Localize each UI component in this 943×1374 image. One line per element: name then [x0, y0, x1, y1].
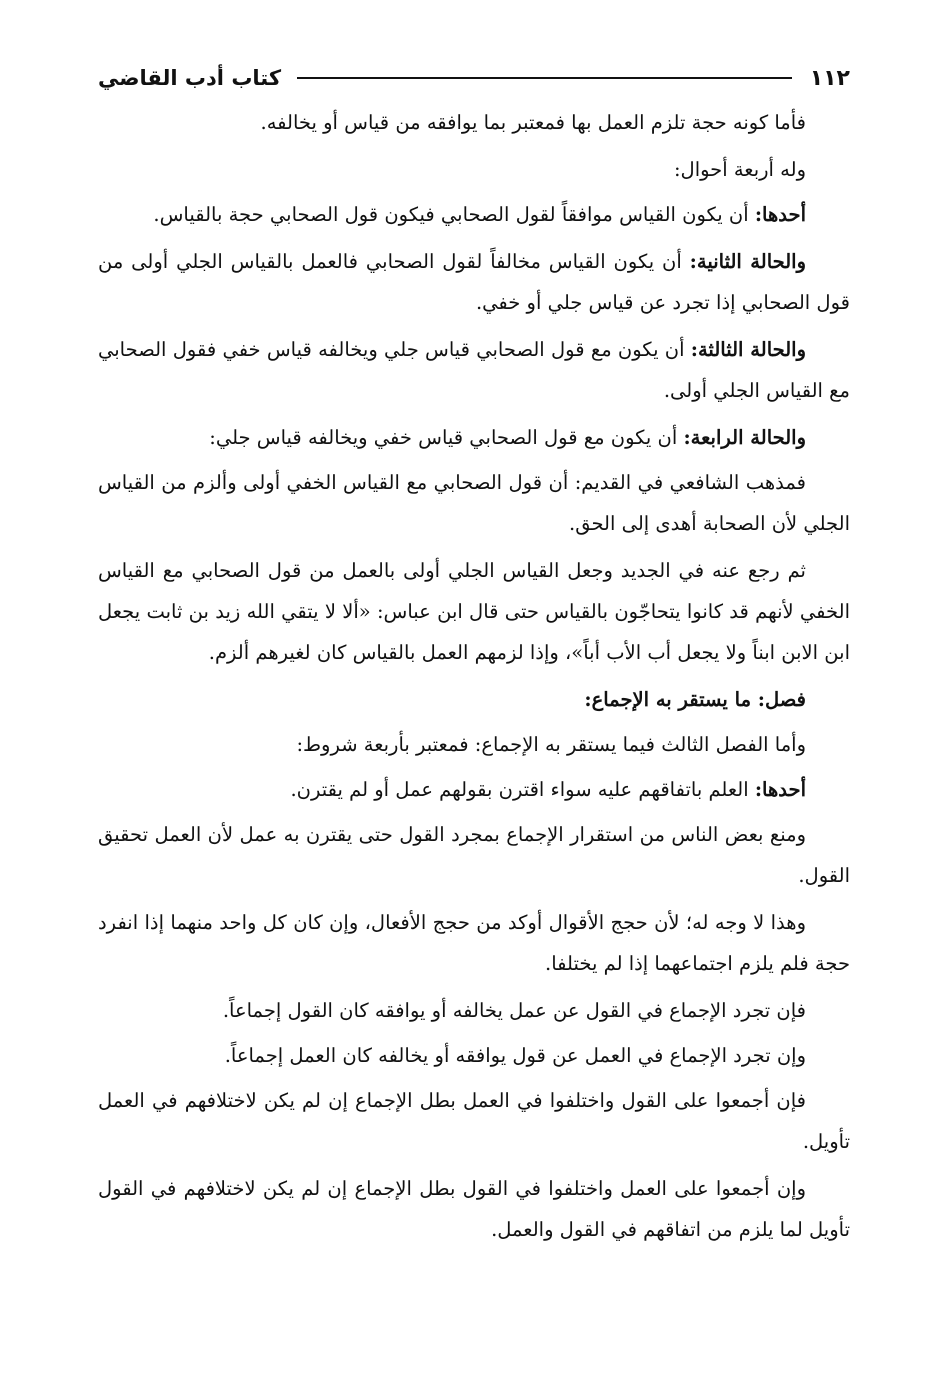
paragraph-text: ثم رجع عنه في الجديد وجعل القياس الجلي أولى بالعمل من قول الصحابي مع القياس الخفي لأنهم قد كانوا يتحاجّون بالقياس حتى قال ابن عباس: «ألا لا يتقي الله زيد بن ثابت يجعل ابن الابن ابناً ولا يجعل أب الأب أباً»، وإذا لزمهم العمل بالقياس كان لغيرهم ألزم. [98, 559, 850, 664]
paragraph [98, 769, 850, 810]
paragraph-text: فإن تجرد الإجماع في القول عن عمل يخالفه أو يوافقه كان القول إجماعاً. [222, 999, 806, 1022]
paragraph-text: فأما كونه حجة تلزم العمل بها فمعتبر بما يوافقه من قياس أو يخالفه. [260, 111, 806, 134]
book-title: كتاب أدب القاضي [98, 66, 282, 90]
paragraph [98, 550, 850, 673]
paragraph-text: العلم باتفاقهم عليه سواء اقترن بقولهم عمل أو لم يقترن. [290, 778, 755, 801]
paragraph [98, 102, 850, 143]
paragraph-text: أن يكون القياس موافقاً لقول الصحابي فيكون قول الصحابي حجة بالقياس. [153, 203, 755, 226]
paragraph [98, 902, 850, 984]
paragraph-text: وإن تجرد الإجماع في العمل عن قول يوافقه أو يخالفه كان العمل إجماعاً. [224, 1044, 806, 1067]
paragraph [98, 149, 850, 190]
paragraph-text: أن يكون مع قول الصحابي قياس جلي ويخالفه قياس خفي فقول الصحابي مع القياس الجلي أولى. [98, 338, 850, 402]
paragraph-text: فإن أجمعوا على القول واختلفوا في العمل بطل الإجماع إن لم يكن لاختلافهم في العمل تأويل. [98, 1089, 850, 1153]
section-heading [98, 679, 850, 720]
paragraph-text: أن يكون القياس مخالفاً لقول الصحابي فالعمل بالقياس الجلي أولى من قول الصحابي إذا تجرد عن قياس جلي أو خفي. [98, 250, 850, 314]
paragraph [98, 724, 850, 765]
paragraph [98, 462, 850, 544]
paragraph-lead: أحدها: [754, 203, 806, 226]
page-number: ١١٢ [809, 65, 850, 91]
page-body [98, 102, 850, 1256]
paragraph-lead: والحالة الرابعة: [683, 426, 806, 449]
paragraph-text: فمذهب الشافعي في القديم: أن قول الصحابي مع القياس الخفي أولى وألزم من القياس الجلي لأن الصحابة أهدى إلى الحق. [98, 471, 850, 535]
paragraph-lead: والحالة الثانية: [689, 250, 807, 273]
paragraph [98, 194, 850, 235]
paragraph [98, 814, 850, 896]
paragraph [98, 417, 850, 458]
paragraph-lead: أحدها: [754, 778, 806, 801]
paragraph [98, 990, 850, 1031]
paragraph-lead: والحالة الثالثة: [690, 338, 807, 361]
paragraph-text: ومنع بعض الناس من استقرار الإجماع بمجرد القول حتى يقترن به عمل لأن العمل تحقيق القول. [98, 823, 850, 887]
header-rule [297, 77, 792, 79]
paragraph-text: وهذا لا وجه له؛ لأن حجج الأقوال أوكد من حجج الأفعال، وإن كان كل واحد منهما إذا انفرد حجة فلم يلزم اجتماعهما إذا لم يختلفا. [98, 911, 850, 975]
paragraph [98, 1035, 850, 1076]
paragraph-text: وله أربعة أحوال: [673, 158, 806, 181]
page-header [98, 58, 850, 98]
paragraph-text: وإن أجمعوا على العمل واختلفوا في القول بطل الإجماع إن لم يكن لاختلافهم في القول تأويل لما يلزم من اتفاقهم في القول والعمل. [98, 1177, 850, 1241]
paragraph [98, 241, 850, 323]
paragraph-text: وأما الفصل الثالث فيما يستقر به الإجماع: فمعتبر بأربعة شروط: [296, 733, 806, 756]
paragraph [98, 329, 850, 411]
paragraph-text: أن يكون مع قول الصحابي قياس خفي ويخالفه قياس جلي: [209, 426, 684, 449]
paragraph [98, 1080, 850, 1162]
section-heading-text: فصل: ما يستقر به الإجماع: [584, 688, 806, 711]
paragraph [98, 1168, 850, 1250]
